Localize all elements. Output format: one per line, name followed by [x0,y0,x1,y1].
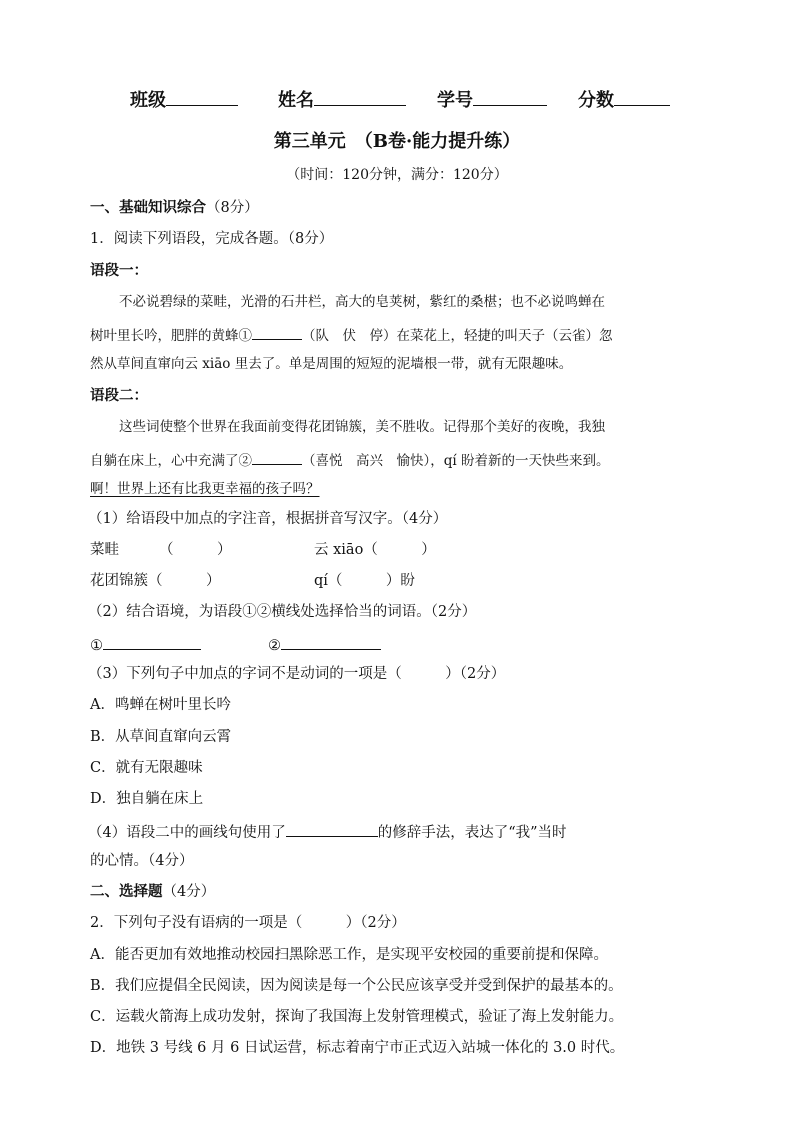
paragraph2-line1: 这些词使整个世界在我面前变得花团锦簇，美不胜收。记得那个美好的夜晚，我独 [119,419,605,435]
paragraph1-line3: 然从草间直窜向云 xiāo 里去了。单是周围的短短的泥墙根一带，就有无限趣味。 [90,356,573,372]
name-blank[interactable] [314,89,406,106]
number-blank[interactable] [473,89,547,106]
sub3-option-b[interactable]: B．从草间直窜向云霄 [90,729,232,745]
sub2-blank-b[interactable] [281,633,381,650]
paragraph1-line1: 不必说碧绿的菜畦，光滑的石井栏，高大的皂荚树，紫红的桑椹；也不必说鸣蝉在 [119,294,605,310]
number-label: 学号 [437,90,473,111]
section1-heading: 一、基础知识综合（8分） [90,199,259,216]
page-subtitle: （时间：120分钟，满分：120分） [286,167,508,183]
paragraph2-line3 [90,479,320,499]
subquestion-1: （1）给语段中加点的字注音，根据拼音写汉字。（4分） [88,511,448,527]
sub2-answer-b: ② [268,633,381,656]
subquestion-4-cont: 的心情。（4分） [90,853,194,869]
number-field [437,86,547,112]
class-blank[interactable] [166,89,238,106]
q2-option-b[interactable]: B．我们应提倡全民阅读，因为阅读是每一个公民应该享受并受到保护的最基本的。 [90,978,623,994]
sub3-option-c[interactable]: C．就有无限趣味 [90,760,203,776]
sub4-blank[interactable] [286,820,378,837]
name-label: 姓名 [278,90,314,111]
sub1-item-d[interactable]: qí（ ）盼 [314,573,415,589]
score-label: 分数 [578,90,614,111]
q2-option-d[interactable]: D．地铁 3 号线 6 月 6 日试运营，标志着南宁市正式迈入站城一体化的 3.0 时代。 [90,1040,625,1056]
q2-option-a[interactable]: A．能否更加有效地推动校园扫黑除恶工作，是实现平安校园的重要前提和保障。 [90,947,608,963]
section2-heading: 二、选择题（4分） [90,883,216,900]
subquestion-2: （2）结合语境，为语段①②横线处选择恰当的词语。（2分） [88,604,477,620]
sub3-option-d[interactable]: D．独自躺在床上 [90,791,204,807]
question-2: 2．下列句子没有语病的一项是（ ）（2分） [90,915,406,931]
sub1-item-c[interactable]: 花团锦簇（ ） [90,573,221,589]
paragraph2-label: 语段二： [90,387,148,404]
page-title: 第三单元 （B卷·能力提升练） [273,131,521,152]
sub1-item-a: 菜畦 （ ） [90,542,232,558]
class-field [130,86,238,112]
paragraph1-label: 语段一： [90,262,148,279]
sub2-blank-a[interactable] [103,633,201,650]
sub1-item-b[interactable]: 云 xiāo（ ） [314,542,436,558]
paragraph2-line2: 自躺在床上，心中充满了② （喜悦 高兴 愉快），qí 盼着新的一天快些来到。 [90,448,610,471]
class-label: 班级 [130,90,166,111]
paragraph1-line2: 树叶里长吟，肥胖的黄蜂① （队 伏 停）在菜花上，轻捷的叫天子（云雀）忽 [90,323,613,346]
q2-option-c[interactable]: C．运载火箭海上成功发射，探询了我国海上发射管理模式，验证了海上发射能力。 [90,1009,624,1025]
subquestion-3: （3）下列句子中加点的字词不是动词的一项是（ ）（2分） [88,666,506,682]
blank-2[interactable] [252,448,302,465]
sub2-answer-a: ① [90,633,201,656]
question-1: 1．阅读下列语段，完成各题。（8分） [90,231,334,247]
underlined-sentence: 啊！世界上还有比我更幸福的孩子吗？ [90,481,320,497]
sub1-answer-a[interactable]: （ ） [159,542,232,558]
score-blank[interactable] [614,89,670,106]
subquestion-4: （4）语段二中的画线句使用了 的修辞手法，表达了“我”当时 [88,820,567,843]
name-field [278,86,406,112]
score-field [578,86,670,112]
sub3-option-a[interactable]: A．鸣蝉在树叶里长吟 [90,697,231,713]
blank-1[interactable] [252,323,302,340]
